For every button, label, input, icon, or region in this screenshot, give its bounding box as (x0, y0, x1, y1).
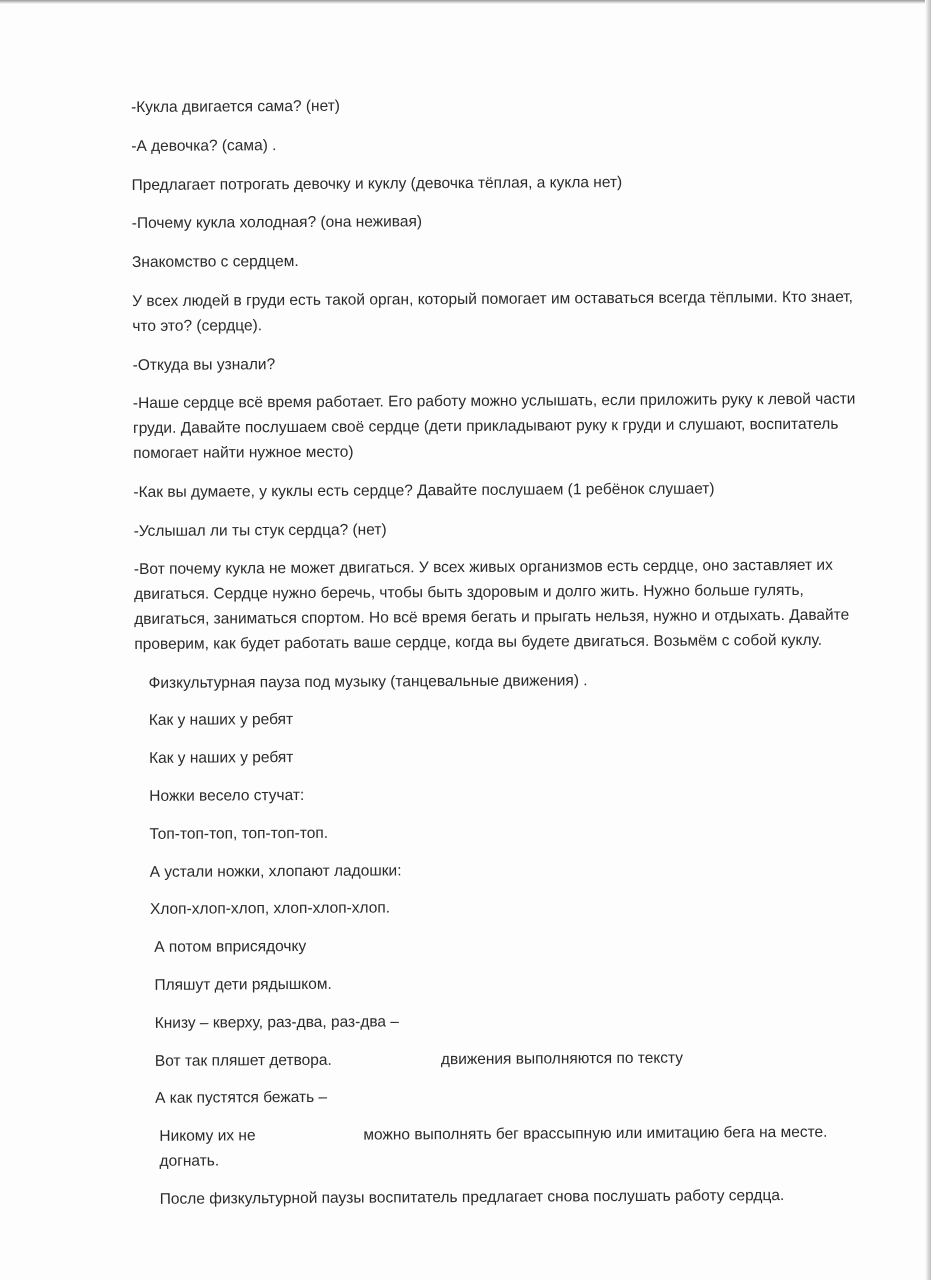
poem-line-with-note (137, 1045, 867, 1074)
paragraph: Предлагает потрогать девочку и куклу (девочка тёплая, а кукла нет) (131, 173, 623, 194)
poem-line: Книзу – кверху, раз-два, раз-два – (154, 1013, 400, 1032)
closing-paragraph: После физкультурной паузы воспитатель предлагает снова послушать работу сердца. (159, 1186, 785, 1208)
poem-line: А устали ножки, хлопают ладошки: (149, 861, 402, 881)
poem-line: Пляшут дети рядышком. (154, 975, 332, 994)
paragraph: У всех людей в груди есть такой орган, который помогает им оставаться всегда тёплыми. Кто знает, что это? (сердце). (132, 288, 854, 335)
paragraph: -А девочка? (сама) . (131, 136, 277, 155)
poem-line: Хлоп-хлоп-хлоп, хлоп-хлоп-хлоп. (149, 899, 391, 919)
paragraph: -Наше сердце всё время работает. Его работу можно услышать, если приложить руку к левой части груди. Давайте послушаем своё сердце (дети прикладывают руку к груди и слушают, воспитатель помогает найти нужное место) (132, 390, 856, 462)
scan-edge-top (0, 0, 931, 4)
poem-verse: Никому их не догнать. (159, 1127, 256, 1170)
section-heading: Знакомство с сердцем. (131, 253, 299, 272)
poem-line: Как у наших у ребят (148, 711, 294, 730)
paragraph: -Откуда вы узнали? (132, 355, 276, 374)
poem-line: Ножки весело стучат: (149, 786, 305, 805)
paragraph: -Кукла двигается сама? (нет) (131, 97, 341, 116)
poem-line-with-note (137, 1121, 867, 1175)
paragraph: -Вот почему кукла не может двигаться. У всех живых организмов есть сердце, оно заставляет их двигаться. Сердце нужно беречь, чтобы быть здоровым и долго жить. Нужно больше гулять, двигаться, заниматься спортом. Но всё время бегать и прыгать нельзя, нужно и отдыхать. Давайте проверим, как будет работать ваше сердце, когда вы будете двигаться. Возьмём с собой куклу. (133, 557, 850, 653)
stage-note: можно выполнять бег врассыпную или имитацию бега на месте. (363, 1123, 828, 1144)
document-body (131, 92, 868, 1226)
stage-note: движения выполняются по тексту (440, 1049, 684, 1068)
poem-line: Как у наших у ребят (148, 749, 294, 768)
poem-verse: Вот так пляшет детвора. (154, 1051, 332, 1070)
paragraph: Физкультурная пауза под музыку (танцевальные движения) . (148, 671, 588, 692)
scan-edge-right (925, 0, 931, 1280)
paragraph: -Услышал ли ты стук сердца? (нет) (133, 521, 387, 540)
poem-line: Топ-топ-топ, топ-топ-топ. (149, 824, 329, 843)
poem-line: А как пустятся бежать – (155, 1089, 328, 1108)
paragraph: -Как вы думаете, у куклы есть сердце? Давайте послушаем (1 ребёнок слушает) (133, 480, 715, 501)
paragraph: -Почему кукла холодная? (она неживая) (131, 213, 423, 233)
poem-line: А потом вприсядочку (154, 938, 307, 956)
